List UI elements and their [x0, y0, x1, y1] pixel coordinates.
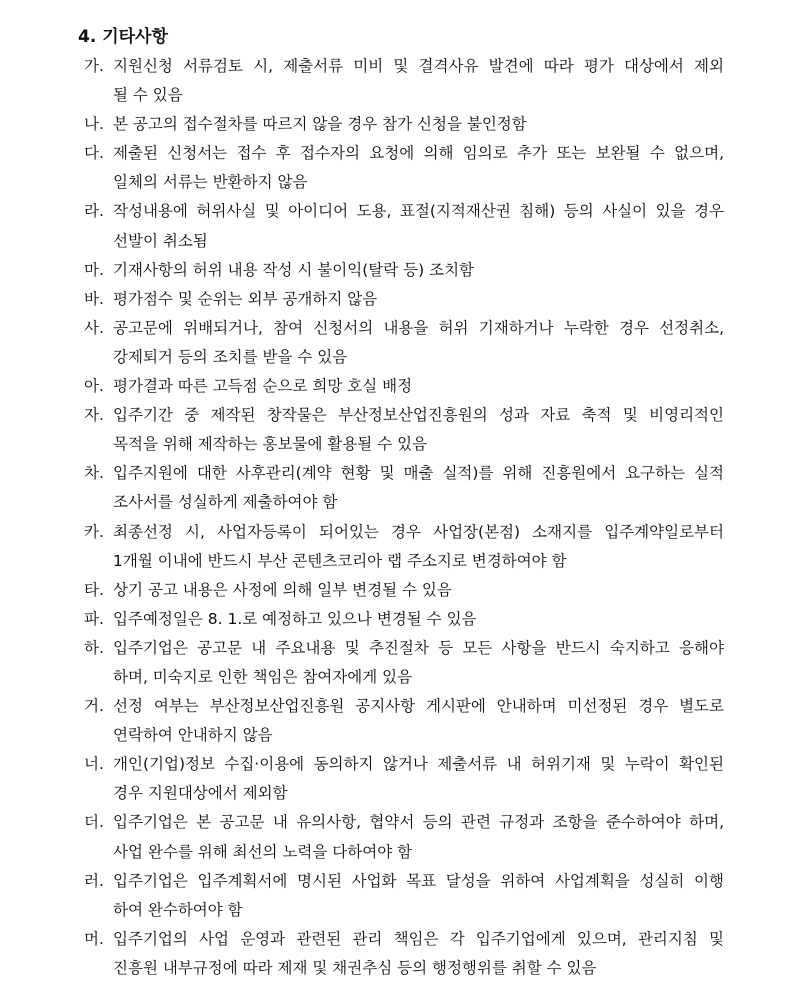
item-marker: 라. [84, 202, 104, 221]
item-text-line: 1개월 이내에 반드시 부산 콘텐츠코리아 랩 주소지로 변경하여야 함 [113, 551, 567, 570]
list-item [84, 139, 724, 197]
item-text-line: 본 공고의 접수절차를 따르지 않을 경우 참가 신청을 불인정함 [113, 115, 527, 134]
item-text-line: 진흥원 내부규정에 따라 제재 및 채권추심 등의 행정행위를 취할 수 있음 [113, 958, 597, 977]
item-text-line: 개인(기업)정보 수집·이용에 동의하지 않거나 제출서류 내 허위기재 및 누락이 확인된 [113, 755, 724, 774]
list-item [84, 52, 724, 110]
item-text-line: 선정 여부는 부산정보산업진흥원 공지사항 게시판에 안내하며 미선정된 경우 별도로 [113, 697, 724, 716]
item-marker: 마. [84, 260, 104, 279]
item-marker: 파. [84, 609, 104, 628]
item-text-line: 상기 공고 내용은 사정에 의해 일부 변경될 수 있음 [113, 580, 452, 599]
item-text-line: 입주기간 중 제작된 창작물은 부산정보산업진흥원의 성과 자료 축적 및 비영리적인 [113, 406, 724, 425]
list-item [84, 750, 724, 808]
item-text-line: 경우 지원대상에서 제외함 [113, 784, 288, 803]
item-marker: 아. [84, 377, 104, 396]
list-item [84, 285, 724, 314]
item-text-line: 일체의 서류는 반환하지 않음 [113, 173, 308, 192]
list-item [84, 605, 724, 634]
list-item [84, 518, 724, 576]
item-text-line: 평가점수 및 순위는 외부 공개하지 않음 [113, 289, 378, 308]
item-text-line: 입주기업은 본 공고문 내 유의사항, 협약서 등의 관련 규정과 조항을 준수하여야 하며, [113, 813, 724, 832]
item-text-line: 최종선정 시, 사업자등록이 되어있는 경우 사업장(본점) 소재지를 입주계약일로부터 [113, 522, 724, 541]
list-item [84, 867, 724, 925]
item-text-line: 지원신청 서류검토 시, 제출서류 미비 및 결격사유 발견에 따라 평가 대상에서 제외 [113, 57, 724, 75]
item-text-line: 선발이 취소됨 [113, 231, 208, 250]
list-item [84, 314, 724, 372]
item-text-line: 입주지원에 대한 사후관리(계약 현황 및 매출 실적)를 위해 진흥원에서 요구하는 실적 [113, 464, 724, 483]
item-text-line: 평가결과 따른 고득점 순으로 희망 호실 배정 [113, 377, 413, 396]
item-text-line: 제출된 신청서는 접수 후 접수자의 요청에 의해 임의로 추가 또는 보완될 수 없으며, [113, 144, 724, 163]
item-marker: 타. [84, 580, 104, 599]
item-text-line: 입주기업의 사업 운영과 관련된 관리 책임은 각 입주기업에게 있으며, 관리지침 및 [113, 929, 724, 948]
list-item [84, 808, 724, 866]
item-text-line: 작성내용에 허위사실 및 아이디어 도용, 표절(지적재산권 침해) 등의 사실이 있을 경우 [113, 202, 724, 221]
item-marker: 거. [84, 697, 104, 716]
item-text-line: 입주예정일은 8. 1.로 예정하고 있으나 변경될 수 있음 [113, 609, 477, 628]
item-text-line: 입주기업은 공고문 내 주요내용 및 추진절차 등 모든 사항을 반드시 숙지하고 응해야 [113, 638, 724, 657]
list-item [84, 692, 724, 750]
item-marker: 자. [84, 406, 104, 425]
item-text-line: 될 수 있음 [113, 86, 183, 105]
item-text-line: 하며, 미숙지로 인한 책임은 참여자에게 있음 [113, 667, 413, 686]
notice-list [84, 52, 724, 983]
list-item [84, 576, 724, 605]
item-text-line: 입주기업은 입주계획서에 명시된 사업화 목표 달성을 위하여 사업계획을 성실히 이행 [113, 871, 724, 890]
item-marker: 더. [84, 813, 104, 832]
list-item [84, 372, 724, 401]
item-text-line: 공고문에 위배되거나, 참여 신청서의 내용을 허위 기재하거나 누락한 경우 선정취소, [113, 318, 725, 337]
section-title: 4. 기타사항 [78, 27, 168, 47]
list-item [84, 925, 724, 983]
list-item [84, 401, 724, 459]
item-marker: 가. [84, 57, 104, 75]
item-marker: 러. [84, 871, 104, 890]
item-text-line: 조사서를 성실하게 제출하여야 함 [113, 493, 338, 512]
list-item [84, 256, 724, 285]
item-marker: 사. [84, 318, 104, 337]
item-marker: 머. [84, 929, 104, 948]
list-item [84, 197, 724, 255]
item-marker: 너. [84, 755, 104, 774]
list-item [84, 634, 724, 692]
item-text-line: 강제퇴거 등의 조치를 받을 수 있음 [113, 347, 348, 366]
item-marker: 바. [84, 289, 104, 308]
item-text-line: 기재사항의 허위 내용 작성 시 불이익(탈락 등) 조치함 [113, 260, 475, 279]
item-marker: 카. [84, 522, 104, 541]
item-marker: 하. [84, 638, 104, 657]
item-text-line: 목적을 위해 제작하는 홍보물에 활용될 수 있음 [113, 435, 428, 454]
list-item [84, 110, 724, 139]
item-marker: 차. [84, 464, 104, 483]
item-text-line: 하여 완수하여야 함 [113, 900, 243, 919]
item-marker: 나. [84, 115, 104, 134]
list-item [84, 459, 724, 517]
item-text-line: 사업 완수를 위해 최선의 노력을 다하여야 함 [113, 842, 413, 861]
item-text-line: 연락하여 안내하지 않음 [113, 726, 273, 745]
item-marker: 다. [84, 144, 104, 163]
